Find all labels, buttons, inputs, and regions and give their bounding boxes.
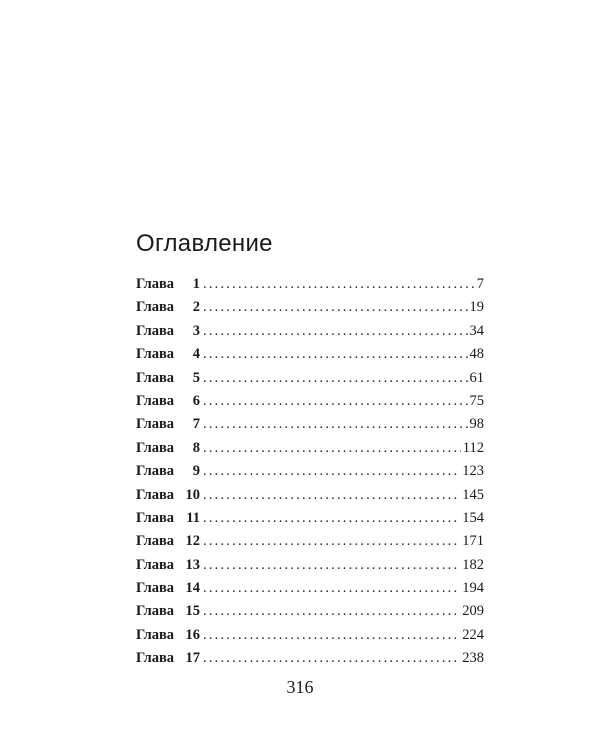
chapter-number: 8: [192, 439, 200, 456]
chapter-label: Глава: [136, 439, 175, 456]
chapter-number: 13: [185, 556, 200, 573]
chapter-page: 48: [469, 346, 484, 363]
toc-entry[interactable]: [136, 367, 484, 390]
chapter-label: Глава: [136, 346, 175, 363]
toc-entry[interactable]: [136, 296, 484, 319]
chapter-label: Глава: [136, 369, 175, 386]
chapter-number: 9: [192, 463, 200, 480]
chapter-number: 7: [192, 416, 200, 433]
toc-entry[interactable]: [136, 600, 484, 623]
chapter-label: Глава: [136, 650, 175, 667]
chapter-page: 98: [469, 416, 484, 433]
chapter-label: Глава: [136, 463, 175, 480]
dot-leader: [203, 554, 460, 577]
chapter-page: 182: [462, 556, 484, 573]
chapter-number: 4: [192, 346, 200, 363]
chapter-label: Глава: [136, 322, 175, 339]
chapter-label: Глава: [136, 533, 175, 550]
toc-entry[interactable]: [136, 647, 484, 670]
chapter-label: Глава: [136, 486, 175, 503]
dot-leader: [203, 530, 460, 553]
chapter-page: 112: [462, 439, 484, 456]
chapter-page: 61: [469, 369, 484, 386]
chapter-number: 1: [192, 276, 200, 292]
toc-list: [136, 273, 484, 671]
dot-leader: [203, 577, 460, 600]
chapter-page: 171: [462, 533, 484, 550]
toc-entry[interactable]: [136, 390, 484, 413]
chapter-page: 7: [476, 276, 484, 292]
chapter-page: 209: [462, 603, 484, 620]
dot-leader: [203, 413, 468, 436]
chapter-number: 11: [186, 509, 200, 526]
chapter-label: Глава: [136, 392, 175, 409]
chapter-label: Глава: [136, 556, 175, 573]
chapter-number: 10: [185, 486, 200, 503]
chapter-page: 224: [462, 626, 484, 643]
toc-entry[interactable]: [136, 507, 484, 530]
dot-leader: [203, 600, 460, 623]
chapter-label: Глава: [136, 276, 175, 292]
dot-leader: [203, 507, 460, 530]
dot-leader: [203, 343, 468, 366]
toc-entry[interactable]: [136, 530, 484, 553]
chapter-page: 238: [462, 650, 484, 667]
chapter-page: 154: [462, 509, 484, 526]
chapter-page: 75: [469, 392, 484, 409]
toc-entry[interactable]: [136, 577, 484, 600]
chapter-label: Глава: [136, 509, 175, 526]
toc-entry[interactable]: [136, 554, 484, 577]
chapter-number: 6: [192, 392, 200, 409]
dot-leader: [203, 390, 468, 413]
dot-leader: [203, 273, 475, 296]
chapter-number: 17: [185, 650, 200, 667]
toc-entry[interactable]: [136, 484, 484, 507]
dot-leader: [203, 296, 468, 319]
chapter-page: 19: [469, 299, 484, 316]
dot-leader: [203, 624, 460, 647]
toc-title: Оглавление: [136, 230, 273, 257]
dot-leader: [203, 367, 468, 390]
chapter-number: 3: [192, 322, 200, 339]
toc-entry[interactable]: [136, 320, 484, 343]
dot-leader: [203, 320, 468, 343]
chapter-label: Глава: [136, 416, 175, 433]
dot-leader: [203, 484, 460, 507]
chapter-page: 34: [469, 322, 484, 339]
dot-leader: [203, 647, 460, 670]
toc-entry[interactable]: [136, 437, 484, 460]
toc-entry[interactable]: [136, 273, 484, 296]
chapter-page: 194: [462, 580, 484, 597]
chapter-label: Глава: [136, 580, 175, 597]
chapter-number: 16: [185, 626, 200, 643]
page-number: 316: [286, 677, 314, 697]
chapter-number: 12: [185, 533, 200, 550]
toc-entry[interactable]: [136, 624, 484, 647]
chapter-number: 2: [192, 299, 200, 316]
dot-leader: [203, 437, 461, 460]
chapter-label: Глава: [136, 299, 175, 316]
chapter-label: Глава: [136, 626, 175, 643]
dot-leader: [203, 460, 460, 483]
chapter-number: 14: [185, 580, 200, 597]
toc-entry[interactable]: [136, 460, 484, 483]
chapter-number: 5: [192, 369, 200, 386]
chapter-page: 145: [462, 486, 484, 503]
chapter-label: Глава: [136, 603, 175, 620]
chapter-page: 123: [462, 463, 484, 480]
chapter-number: 15: [185, 603, 200, 620]
toc-entry[interactable]: [136, 343, 484, 366]
toc-entry[interactable]: [136, 413, 484, 436]
